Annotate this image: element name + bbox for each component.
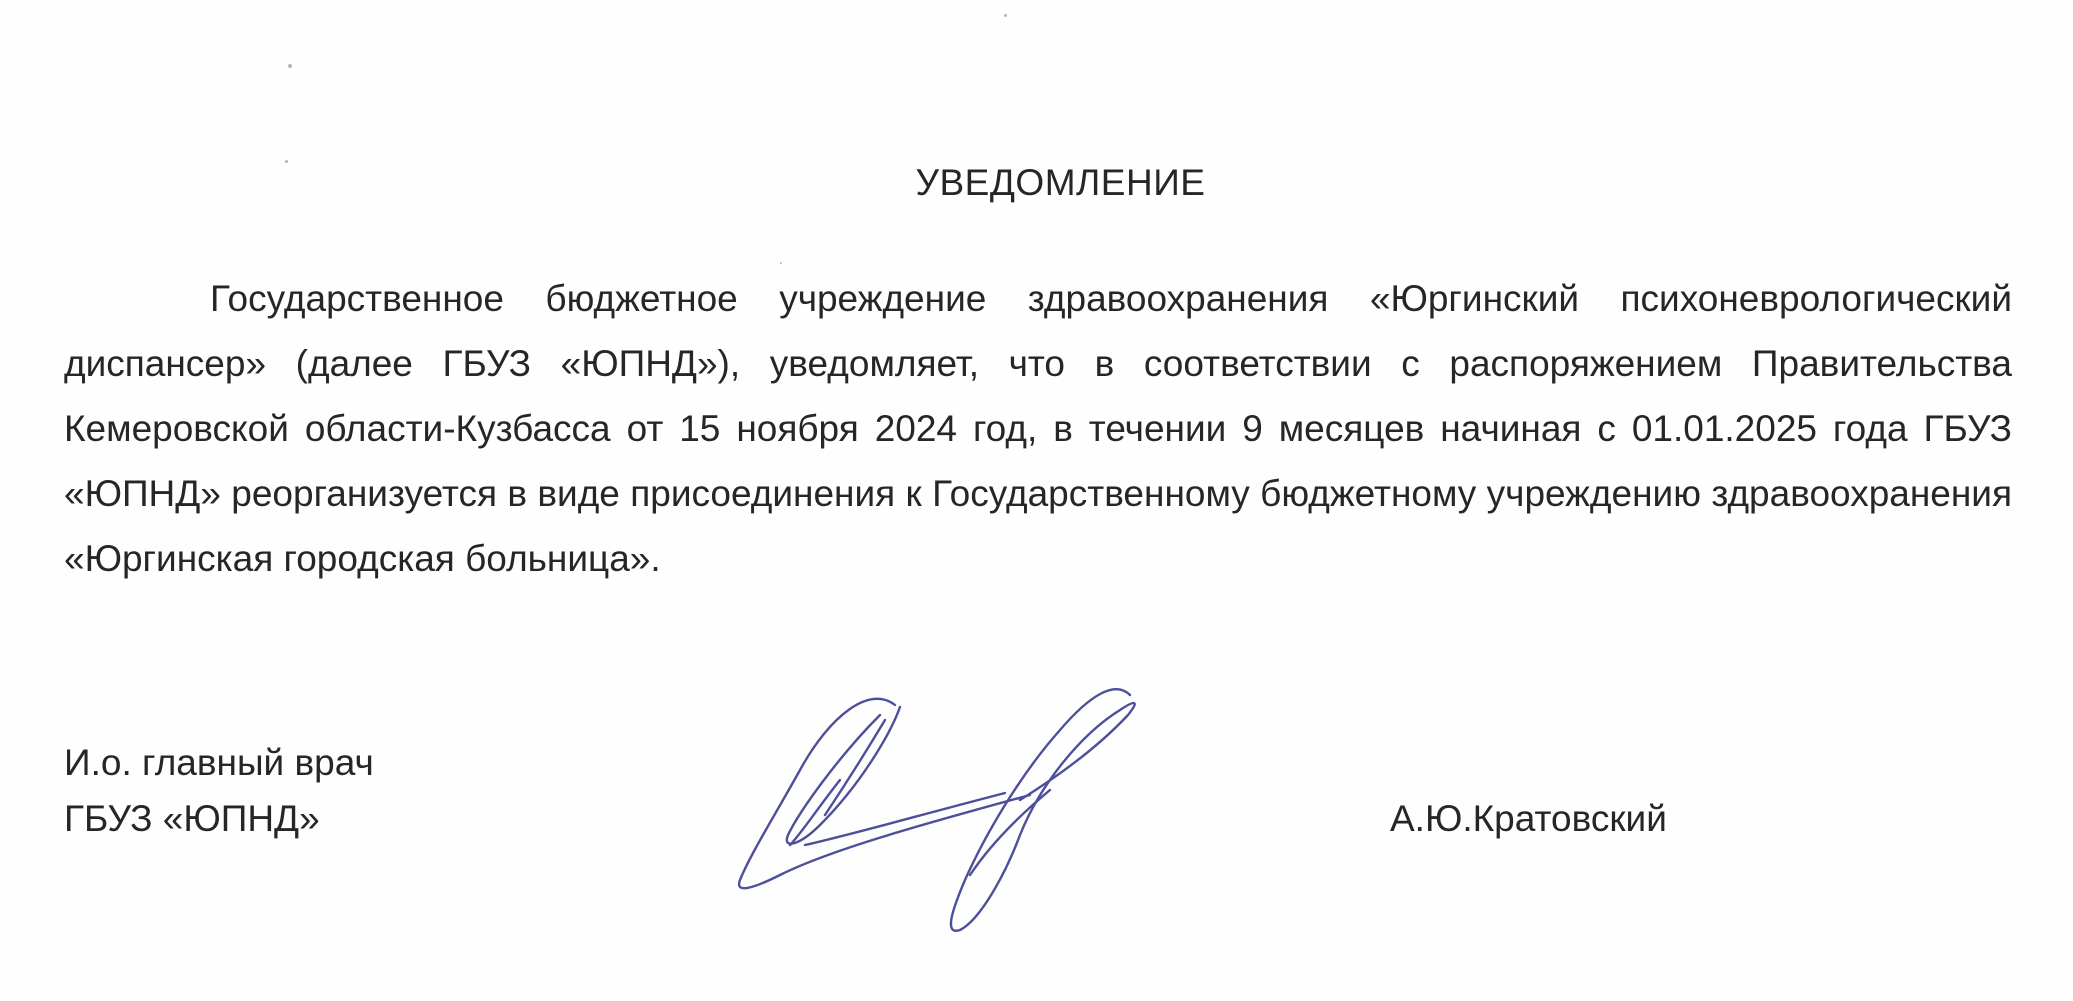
document-title: УВЕДОМЛЕНИЕ [915,162,1206,203]
signatory-name: А.Ю.Кратовский [1390,798,1667,839]
notice-body: Государственное бюджетное учреждение здравоохранения «Юргинский психоневрологический диспансер» (далее ГБУЗ «ЮПНД»), уведомляет, что в соответствии с распоряжением Правительства Кемеровской области-Кузбасса от 15 ноября 2024 год, в течении 9 месяцев начиная с 01.01.2025 года ГБУЗ «ЮПНД» реорганизуется в виде присоединения к Государственному бюджетному учреждению здравоохранения «Юргинская городская больница». [64,278,2012,579]
paper-speck [288,64,292,68]
signatory-position: И.о. главный врач [64,742,374,783]
paper-speck [1004,14,1007,17]
paper-speck [780,262,782,264]
signatory-block [64,735,374,847]
signatory-organization: ГБУЗ «ЮПНД» [64,798,320,839]
handwritten-signature [720,675,1150,950]
